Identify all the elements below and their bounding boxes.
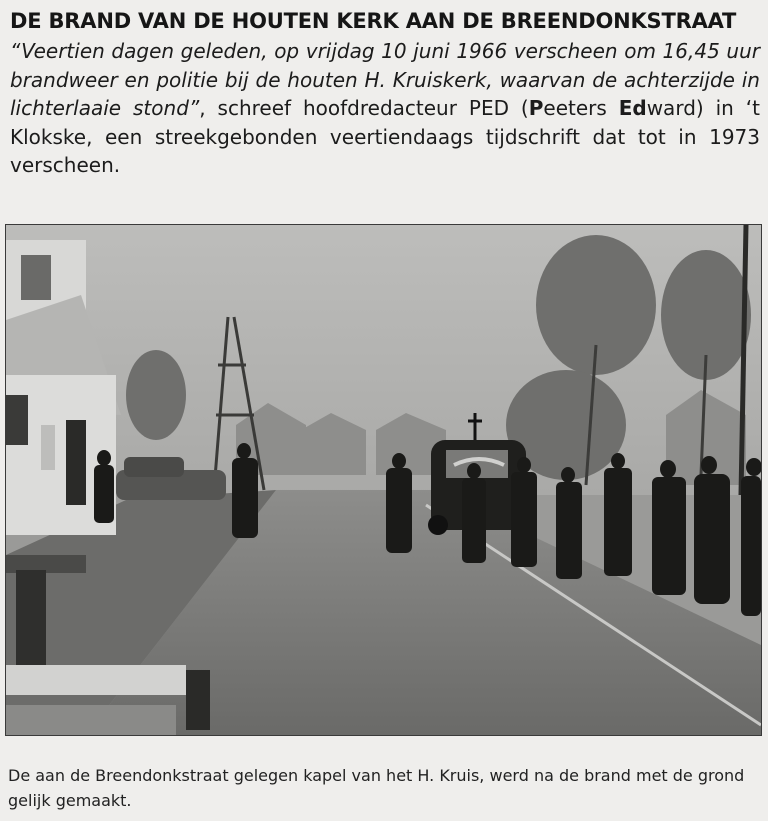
intro-text-3: ward) in ‘t Klokske, een streekgebonden veertiendaags tijdschrift dat tot in 1973 verscheen. <box>10 96 760 177</box>
intro-text-1: , schreef hoofdredacteur PED ( <box>199 96 529 120</box>
article-headline: DE BRAND VAN DE HOUTEN KERK AAN DE BREENDONKSTRAAT <box>10 9 737 33</box>
photo-illustration <box>6 225 761 735</box>
photo-caption: De aan de Breendonkstraat gelegen kapel van het H. Kruis, werd na de brand met de grond gelijk gemaakt. <box>8 766 745 810</box>
intro-text-2: eeters <box>543 96 619 120</box>
intro-bold-ed: Ed <box>618 96 647 120</box>
intro-quote: “Veertien dagen geleden, op vrijdag 10 juni 1966 verscheen om 16,45 uur brandweer en politie bij de houten H. Kruiskerk, waarvan de achterzijde in lichterlaaie stond” <box>10 39 760 120</box>
historic-photo <box>5 224 762 736</box>
intro-bold-p: P <box>528 96 544 120</box>
article-intro <box>10 37 760 180</box>
